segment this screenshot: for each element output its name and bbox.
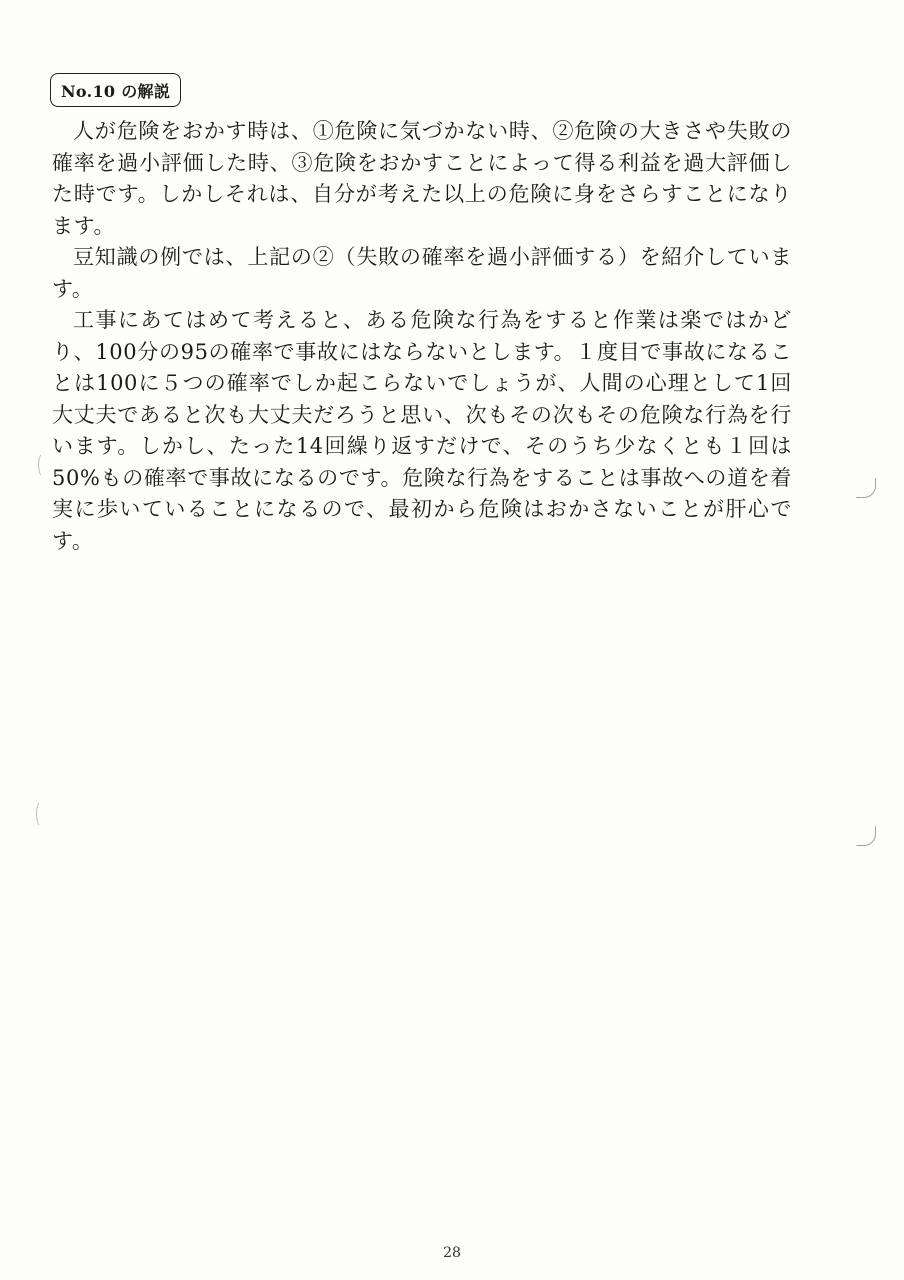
section-heading [50,73,181,107]
scan-mark [36,800,48,828]
paragraph-3: 工事にあてはめて考えると、ある危険な行為をすると作業は楽ではかどり、100分の95の確率で事故にはならないとします。１度目で事故になることは100に５つの確率でしか起こらないでしょうが、人間の心理として1回大丈夫であると次も大丈夫だろうと思い、次もその次もその危険な行為を行います。しかし、たった14回繰り返すだけで、そのうち少なくとも１回は50%もの確率で事故になるのです。危険な行為をすることは事故への道を着実に歩いていることになるので、最初から危険はおかさないことが肝心です。 [52,308,792,553]
explanation-body [52,116,792,557]
page-number: 28 [443,1245,461,1261]
scan-mark [856,826,876,846]
section-heading-label: No.10 の解説 [61,81,171,101]
paragraph-1: 人が危険をおかす時は、①危険に気づかない時、②危険の大きさや失敗の確率を過小評価した時、③危険をおかすことによって得る利益を過大評価した時です。しかしそれは、自分が考えた以上の危険に身をさらすことになります。 [52,119,792,238]
scan-mark [38,452,50,478]
paragraph-2: 豆知識の例では、上記の②（失敗の確率を過小評価する）を紹介しています。 [52,245,792,301]
scan-mark [856,478,876,498]
